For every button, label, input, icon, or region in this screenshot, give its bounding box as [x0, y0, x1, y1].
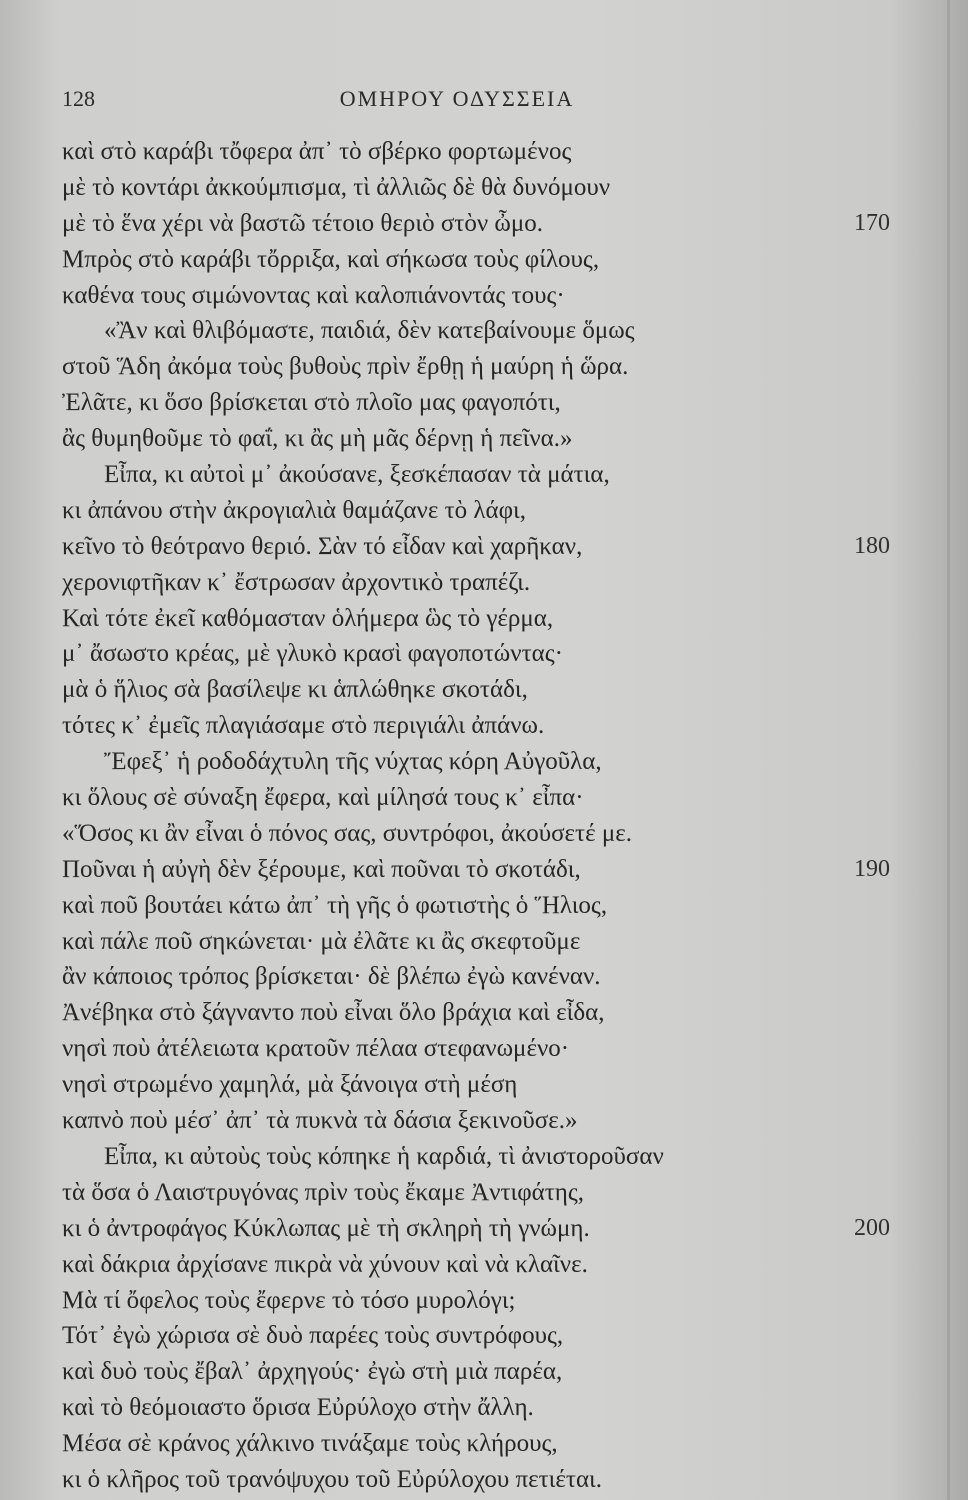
verse-line — [62, 385, 912, 421]
verse-line — [62, 888, 912, 924]
verse-line — [62, 170, 912, 206]
verse-text: καὶ δυὸ τοὺς ἔβαλ᾽ ἀρχηγούς· ἐγὼ στὴ μιὰ παρέα, — [62, 1358, 563, 1386]
verse-text: «Ὅσος κι ἂν εἶναι ὁ πόνος σας, συντρόφοι, ἀκούσετέ με. — [62, 819, 632, 847]
verse-text: ἂς θυμηθοῦμε τὸ φαΐ, κι ἂς μὴ μᾶς δέρνῃ ἡ πεῖνα.» — [62, 425, 573, 453]
verse-line — [62, 1211, 912, 1247]
verse-line — [62, 1139, 912, 1175]
line-number: 200 — [854, 1214, 890, 1241]
verse-text: ἂν κάποιος τρόπος βρίσκεται· δὲ βλέπω ἐγὼ κανέναν. — [62, 963, 601, 991]
verse-text: Μέσα σὲ κράνος χάλκινο τινάξαμε τοὺς κλήρους, — [62, 1430, 558, 1458]
verse-text: στοῦ Ἅδη ἀκόμα τοὺς βυθοὺς πρὶν ἔρθῃ ἡ μαύρη ἡ ὥρα. — [62, 353, 629, 381]
verse-line — [62, 1426, 912, 1462]
verse-text: κι ἀπάνου στὴν ἀκρογιαλιὰ θαμάζανε τὸ λάφι, — [62, 496, 527, 524]
verse-text: Μὰ τί ὄφελος τοὺς ἔφερνε τὸ τόσο μυρολόγι; — [62, 1286, 516, 1314]
verse-text: κεῖνο τὸ θεότρανο θεριό. Σὰν τό εἶδαν καὶ χαρῆκαν, — [62, 532, 583, 560]
verse-text: χερονιφτῆκαν κ᾽ ἔστρωσαν ἀρχοντικὸ τραπέζι. — [62, 568, 531, 596]
verse-text: Μπρὸς στὸ καράβι τὄρριξα, καὶ σήκωσα τοὺς φίλους, — [62, 245, 600, 273]
verse-line — [62, 1390, 912, 1426]
verse-text: Ποῦναι ἡ αὐγὴ δὲν ξέρουμε, καὶ ποῦναι τὸ σκοτάδι, — [62, 855, 581, 883]
verse-text: νησὶ ποὺ ἀτέλειωτα κρατοῦν πέλαα στεφανωμένο· — [62, 1035, 570, 1063]
verse-line — [62, 601, 912, 637]
verse-line — [62, 959, 912, 995]
verse-line — [62, 852, 912, 888]
verse-line — [62, 313, 912, 349]
verse-line — [62, 816, 912, 852]
verse-text: τὰ ὅσα ὁ Λαιστρυγόνας πρὶν τοὺς ἔκαμε Ἀντιφάτης, — [62, 1178, 585, 1206]
verse-line — [62, 1247, 912, 1283]
verse-line — [62, 924, 912, 960]
verse-text: μὲ τὸ ἕνα χέρι νὰ βαστῶ τέτοιο θεριὸ στὸν ὦμο. — [62, 209, 544, 237]
line-number: 190 — [854, 855, 890, 882]
verse-line — [62, 636, 912, 672]
verse-line — [62, 1067, 912, 1103]
verse-line — [62, 1175, 912, 1211]
verse-text: Καὶ τότε ἐκεῖ καθόμασταν ὁλήμερα ὣς τὸ γέρμα, — [62, 604, 554, 632]
verse-line — [62, 134, 912, 170]
verse-block — [62, 134, 912, 1498]
verse-line — [62, 1354, 912, 1390]
verse-text: μὰ ὁ ἥλιος σὰ βασίλεψε κι ἁπλώθηκε σκοτάδι, — [62, 676, 528, 704]
page-number: 128 — [62, 86, 95, 111]
verse-line — [62, 565, 912, 601]
page-header — [62, 86, 852, 120]
verse-line — [62, 995, 912, 1031]
verse-line — [62, 1031, 912, 1067]
verse-text: Εἶπα, κι αὐτοὶ μ᾽ ἀκούσανε, ξεσκέπασαν τὰ μάτια, — [104, 461, 610, 489]
verse-text: Τότ᾽ ἐγὼ χώρισα σὲ δυὸ παρέες τοὺς συντρόφους, — [62, 1322, 564, 1350]
verse-text: μ᾽ ἄσωστο κρέας, μὲ γλυκὸ κρασὶ φαγοποτώντας· — [62, 640, 563, 668]
page-edge-shadow — [947, 0, 950, 1500]
verse-line — [62, 1103, 912, 1139]
verse-text: καὶ δάκρια ἀρχίσανε πικρὰ νὰ χύνουν καὶ νὰ κλαῖνε. — [62, 1250, 588, 1278]
verse-line — [62, 672, 912, 708]
verse-line — [62, 242, 912, 278]
verse-text: καὶ τὸ θεόμοιαστο ὅρισα Εὐρύλοχο στὴν ἄλλη. — [62, 1394, 534, 1422]
verse-text: μὲ τὸ κοντάρι ἀκκούμπισμα, τὶ ἀλλιῶς δὲ θὰ δυνόμουν — [62, 173, 611, 201]
verse-line — [62, 457, 912, 493]
line-number: 180 — [854, 532, 890, 559]
verse-text: κι ὁ κλῆρος τοῦ τρανόψυχου τοῦ Εὐρύλοχου πετιέται. — [62, 1465, 603, 1493]
verse-text: νησὶ στρωμένο χαμηλά, μὰ ξάνοιγα στὴ μέση — [62, 1071, 518, 1099]
verse-text: Εἶπα, κι αὐτοὺς τοὺς κόπηκε ἡ καρδιά, τὶ ἀνιστοροῦσαν — [104, 1142, 664, 1170]
line-number: 170 — [854, 209, 890, 236]
verse-text: «Ἂν καὶ θλιβόμαστε, παιδιά, δὲν κατεβαίνουμε ὅμως — [104, 317, 635, 345]
verse-line — [62, 780, 912, 816]
running-title: ΟΜΗΡΟΥ ΟΔΥΣΣΕΙΑ — [339, 86, 575, 111]
verse-line — [62, 421, 912, 457]
verse-text: τότες κ᾽ ἐμεῖς πλαγιάσαμε στὸ περιγιάλι ἀπάνω. — [62, 712, 545, 740]
verse-text: καὶ πάλε ποῦ σηκώνεται· μὰ ἐλᾶτε κι ἂς σκεφτοῦμε — [62, 927, 581, 955]
verse-text: Ἔφεξ᾽ ἡ ροδοδάχτυλη τῆς νύχτας κόρη Αὐγοῦλα, — [104, 748, 602, 776]
verse-text: καθένα τους σιμώνοντας καὶ καλοπιάνοντάς τους· — [62, 281, 565, 309]
verse-text: Ἐλᾶτε, κι ὅσο βρίσκεται στὸ πλοῖο μας φαγοπότι, — [62, 389, 561, 417]
verse-line — [62, 1318, 912, 1354]
verse-line — [62, 493, 912, 529]
verse-line — [62, 529, 912, 565]
verse-line — [62, 206, 912, 242]
verse-line — [62, 1283, 912, 1319]
verse-line — [62, 1462, 912, 1498]
verse-text: καὶ ποῦ βουτάει κάτω ἀπ᾽ τὴ γῆς ὁ φωτιστὴς ὁ Ἥλιος, — [62, 891, 608, 919]
verse-text: κι ὅλους σὲ σύναξη ἔφερα, καὶ μίλησά τους κ᾽ εἶπα· — [62, 784, 584, 812]
verse-line — [62, 708, 912, 744]
verse-text: καπνὸ ποὺ μέσ᾽ ἀπ᾽ τὰ πυκνὰ τὰ δάσια ξεκινοῦσε.» — [62, 1107, 578, 1135]
verse-line — [62, 349, 912, 385]
verse-text: Ἀνέβηκα στὸ ξάγναντο ποὺ εἶναι ὅλο βράχια καὶ εἶδα, — [62, 999, 605, 1027]
verse-line — [62, 278, 912, 314]
verse-text: κι ὁ ἀντροφάγος Κύκλωπας μὲ τὴ σκληρὴ τὴ γνώμη. — [62, 1214, 590, 1242]
verse-text: καὶ στὸ καράβι τὄφερα ἀπ᾽ τὸ σβέρκο φορτωμένος — [62, 138, 572, 165]
verse-line — [62, 744, 912, 780]
